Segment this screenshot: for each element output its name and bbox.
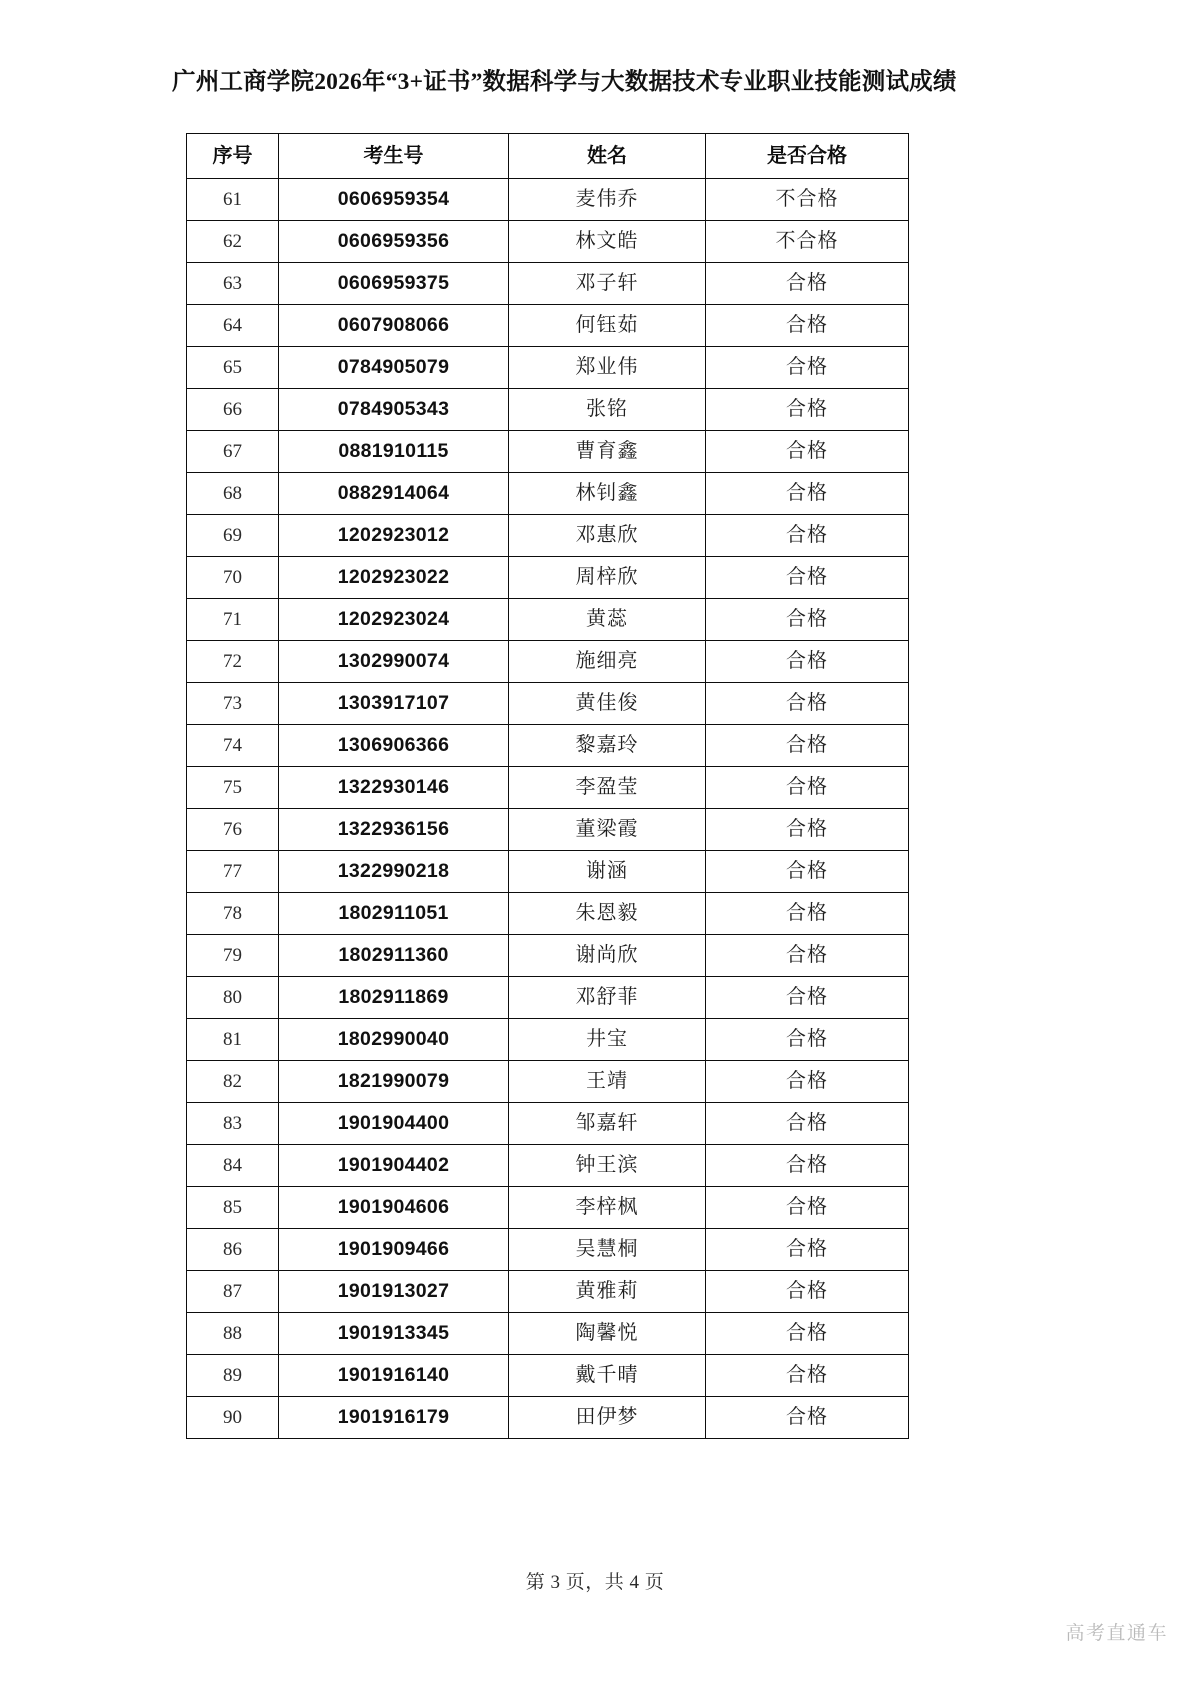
cell-name: 钟王滨: [509, 1145, 706, 1187]
table-row: [187, 1061, 909, 1103]
table-row: [187, 263, 909, 305]
table-row: [187, 1271, 909, 1313]
cell-name: 李盈莹: [509, 767, 706, 809]
cell-seq: 62: [187, 221, 279, 263]
cell-name: 陶馨悦: [509, 1313, 706, 1355]
table-row: [187, 1355, 909, 1397]
cell-seq: 75: [187, 767, 279, 809]
cell-name: 戴千晴: [509, 1355, 706, 1397]
cell-result: 合格: [706, 599, 909, 641]
cell-seq: 90: [187, 1397, 279, 1439]
cell-name: 井宝: [509, 1019, 706, 1061]
column-header-examno: 考生号: [279, 134, 509, 179]
table-row: [187, 809, 909, 851]
cell-examno: 1202923012: [279, 515, 509, 557]
cell-examno: 1901904402: [279, 1145, 509, 1187]
cell-result: 合格: [706, 473, 909, 515]
cell-examno: 1901904400: [279, 1103, 509, 1145]
cell-seq: 71: [187, 599, 279, 641]
grades-table: [186, 133, 909, 1439]
cell-examno: 1802911360: [279, 935, 509, 977]
cell-examno: 1306906366: [279, 725, 509, 767]
table-body: [187, 179, 909, 1439]
cell-seq: 86: [187, 1229, 279, 1271]
cell-result: 合格: [706, 1397, 909, 1439]
column-header-name: 姓名: [509, 134, 706, 179]
cell-seq: 84: [187, 1145, 279, 1187]
cell-seq: 74: [187, 725, 279, 767]
table-row: [187, 1103, 909, 1145]
cell-name: 曹育鑫: [509, 431, 706, 473]
cell-examno: 1901904606: [279, 1187, 509, 1229]
cell-name: 朱恩毅: [509, 893, 706, 935]
cell-result: 合格: [706, 1229, 909, 1271]
cell-seq: 64: [187, 305, 279, 347]
cell-seq: 61: [187, 179, 279, 221]
cell-result: 合格: [706, 1355, 909, 1397]
cell-result: 合格: [706, 683, 909, 725]
cell-seq: 63: [187, 263, 279, 305]
cell-examno: 0882914064: [279, 473, 509, 515]
cell-result: 合格: [706, 557, 909, 599]
cell-seq: 70: [187, 557, 279, 599]
cell-result: 合格: [706, 389, 909, 431]
cell-examno: 1303917107: [279, 683, 509, 725]
cell-result: 合格: [706, 305, 909, 347]
cell-name: 邓惠欣: [509, 515, 706, 557]
table-row: [187, 431, 909, 473]
cell-seq: 87: [187, 1271, 279, 1313]
cell-name: 张铭: [509, 389, 706, 431]
cell-name: 董梁霞: [509, 809, 706, 851]
column-header-result: 是否合格: [706, 134, 909, 179]
page-title: 广州工商学院2026年“3+证书”数据科学与大数据技术专业职业技能测试成绩: [172, 69, 957, 95]
table-row: [187, 725, 909, 767]
table-row: [187, 1187, 909, 1229]
table-row: [187, 851, 909, 893]
cell-name: 黎嘉玲: [509, 725, 706, 767]
cell-seq: 72: [187, 641, 279, 683]
cell-examno: 1322990218: [279, 851, 509, 893]
table-row: [187, 179, 909, 221]
cell-seq: 81: [187, 1019, 279, 1061]
cell-name: 施细亮: [509, 641, 706, 683]
cell-examno: 1901916179: [279, 1397, 509, 1439]
cell-seq: 67: [187, 431, 279, 473]
cell-name: 邹嘉轩: [509, 1103, 706, 1145]
cell-name: 谢尚欣: [509, 935, 706, 977]
cell-name: 邓子轩: [509, 263, 706, 305]
cell-seq: 89: [187, 1355, 279, 1397]
cell-examno: 0606959354: [279, 179, 509, 221]
table-header-row: [187, 134, 909, 179]
cell-result: 合格: [706, 1103, 909, 1145]
cell-result: 合格: [706, 935, 909, 977]
cell-result: 合格: [706, 1145, 909, 1187]
table-row: [187, 1397, 909, 1439]
cell-result: 合格: [706, 809, 909, 851]
cell-result: 不合格: [706, 221, 909, 263]
cell-examno: 1901913027: [279, 1271, 509, 1313]
cell-name: 吴慧桐: [509, 1229, 706, 1271]
cell-examno: 0784905343: [279, 389, 509, 431]
table-row: [187, 557, 909, 599]
table-row: [187, 1019, 909, 1061]
cell-name: 黄蕊: [509, 599, 706, 641]
cell-examno: 1202923024: [279, 599, 509, 641]
table-row: [187, 893, 909, 935]
cell-examno: 1901909466: [279, 1229, 509, 1271]
cell-name: 谢涵: [509, 851, 706, 893]
cell-result: 合格: [706, 515, 909, 557]
cell-seq: 65: [187, 347, 279, 389]
cell-seq: 80: [187, 977, 279, 1019]
cell-result: 合格: [706, 893, 909, 935]
cell-result: 合格: [706, 767, 909, 809]
cell-name: 林文皓: [509, 221, 706, 263]
cell-seq: 76: [187, 809, 279, 851]
table-row: [187, 1229, 909, 1271]
table-row: [187, 389, 909, 431]
cell-result: 合格: [706, 1271, 909, 1313]
watermark-label: 高考直通车: [1065, 1623, 1168, 1644]
column-header-seq: 序号: [187, 134, 279, 179]
cell-name: 林钊鑫: [509, 473, 706, 515]
cell-examno: 0606959356: [279, 221, 509, 263]
cell-examno: 1302990074: [279, 641, 509, 683]
table-row: [187, 305, 909, 347]
cell-name: 王靖: [509, 1061, 706, 1103]
cell-examno: 1322930146: [279, 767, 509, 809]
cell-seq: 83: [187, 1103, 279, 1145]
cell-seq: 69: [187, 515, 279, 557]
cell-result: 合格: [706, 725, 909, 767]
cell-seq: 73: [187, 683, 279, 725]
table-row: [187, 935, 909, 977]
cell-result: 合格: [706, 347, 909, 389]
cell-name: 邓舒菲: [509, 977, 706, 1019]
cell-examno: 0607908066: [279, 305, 509, 347]
table-header: [187, 134, 909, 179]
table-row: [187, 1145, 909, 1187]
cell-examno: 1202923022: [279, 557, 509, 599]
table-row: [187, 683, 909, 725]
cell-name: 麦伟乔: [509, 179, 706, 221]
cell-examno: 1322936156: [279, 809, 509, 851]
table-row: [187, 641, 909, 683]
cell-result: 合格: [706, 977, 909, 1019]
cell-name: 何钰茹: [509, 305, 706, 347]
cell-seq: 79: [187, 935, 279, 977]
cell-name: 李梓枫: [509, 1187, 706, 1229]
cell-examno: 1802911051: [279, 893, 509, 935]
cell-name: 黄佳俊: [509, 683, 706, 725]
cell-seq: 88: [187, 1313, 279, 1355]
cell-result: 合格: [706, 1187, 909, 1229]
cell-seq: 85: [187, 1187, 279, 1229]
table-row: [187, 1313, 909, 1355]
page-number-footer: 第 3 页，共 4 页: [525, 1572, 665, 1593]
cell-result: 合格: [706, 851, 909, 893]
cell-examno: 1802911869: [279, 977, 509, 1019]
cell-name: 郑业伟: [509, 347, 706, 389]
cell-name: 黄雅莉: [509, 1271, 706, 1313]
cell-examno: 0606959375: [279, 263, 509, 305]
cell-examno: 0881910115: [279, 431, 509, 473]
cell-seq: 66: [187, 389, 279, 431]
table-row: [187, 221, 909, 263]
cell-seq: 77: [187, 851, 279, 893]
cell-result: 合格: [706, 263, 909, 305]
cell-examno: 1901916140: [279, 1355, 509, 1397]
table-row: [187, 977, 909, 1019]
table-row: [187, 599, 909, 641]
cell-examno: 1802990040: [279, 1019, 509, 1061]
cell-name: 周梓欣: [509, 557, 706, 599]
cell-result: 不合格: [706, 179, 909, 221]
cell-examno: 1901913345: [279, 1313, 509, 1355]
grades-table-container: [186, 133, 908, 1439]
cell-seq: 68: [187, 473, 279, 515]
cell-examno: 0784905079: [279, 347, 509, 389]
cell-result: 合格: [706, 1019, 909, 1061]
cell-seq: 78: [187, 893, 279, 935]
cell-result: 合格: [706, 431, 909, 473]
cell-seq: 82: [187, 1061, 279, 1103]
cell-result: 合格: [706, 641, 909, 683]
table-row: [187, 473, 909, 515]
cell-examno: 1821990079: [279, 1061, 509, 1103]
table-row: [187, 347, 909, 389]
table-row: [187, 515, 909, 557]
cell-name: 田伊梦: [509, 1397, 706, 1439]
cell-result: 合格: [706, 1061, 909, 1103]
cell-result: 合格: [706, 1313, 909, 1355]
table-row: [187, 767, 909, 809]
